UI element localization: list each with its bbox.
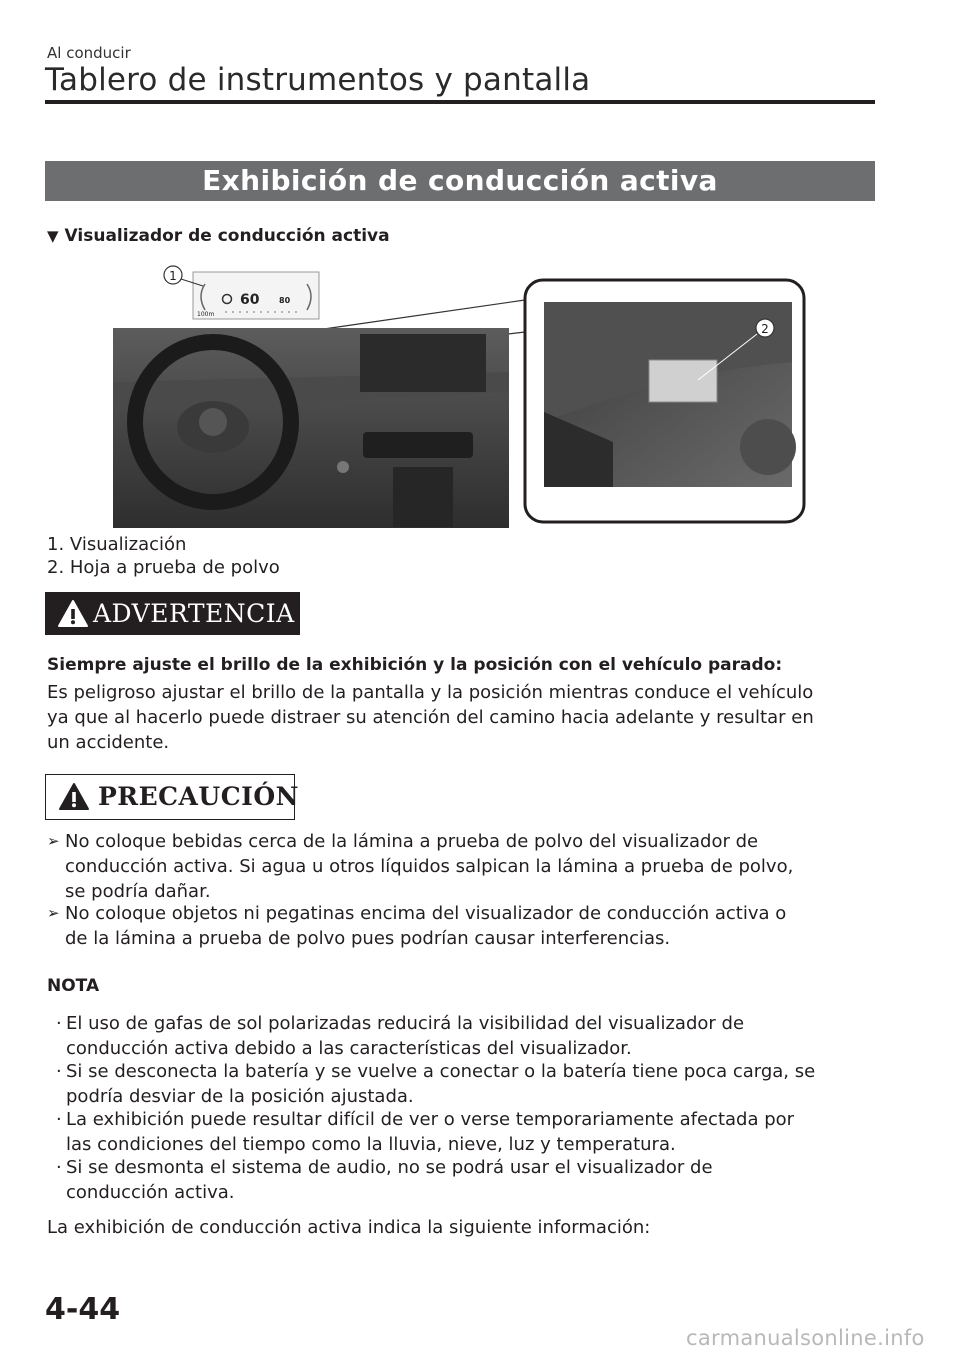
nota-item [56, 1155, 876, 1205]
caution-label [45, 774, 299, 820]
subheading-text: Visualizador de conducción activa [64, 226, 390, 246]
triangle-down-icon: ▼ [47, 227, 59, 245]
warning-line: un accidente. [47, 732, 170, 753]
closing-text: La exhibición de conducción activa indica la siguiente información: [47, 1217, 651, 1238]
dashboard-photo [113, 328, 509, 528]
nota-line: Si se desmonta el sistema de audio, no se podrá usar el visualizador de [66, 1157, 713, 1178]
caution-item [47, 829, 877, 904]
section-label: Al conducir [47, 44, 131, 62]
nota-line: El uso de gafas de sol polarizadas reducirá la visibilidad del visualizador de [66, 1013, 745, 1034]
caption-1: 1. Visualización [47, 534, 187, 555]
caution-item [47, 901, 877, 951]
nota-line: La exhibición puede resultar difícil de ver o verse temporariamente afectada por [66, 1109, 795, 1130]
section-title: Tablero de instrumentos y pantalla [45, 62, 591, 98]
hud-speed: 60 [240, 292, 260, 308]
caution-line: No coloque objetos ni pegatinas encima del visualizador de conducción activa o [65, 903, 787, 924]
nota-line: las condiciones del tiempo como la lluvia, nieve, luz y temperatura. [66, 1134, 676, 1155]
warning-triangle-icon [57, 599, 89, 628]
dot-bullet-icon: · [56, 1061, 62, 1082]
nota-line: conducción activa. [66, 1182, 235, 1203]
caution-line: se podría dañar. [65, 881, 211, 902]
nota-title: NOTA [47, 976, 100, 996]
dashboard-figure [113, 262, 807, 530]
arrow-bullet-icon: ➢ [47, 904, 60, 922]
caution-triangle-icon [58, 782, 90, 811]
hud-inset [193, 272, 319, 319]
caution-line: No coloque bebidas cerca de la lámina a prueba de polvo del visualizador de [65, 831, 759, 852]
warning-line: Es peligroso ajustar el brillo de la pantalla y la posición mientras conduce el vehículo [47, 682, 814, 703]
hud-set-speed: 80 [279, 296, 291, 305]
nota-line: conducción activa debido a las características del visualizador. [66, 1038, 632, 1059]
warning-body [47, 680, 814, 755]
nota-item [56, 1107, 876, 1157]
nota-line: Si se desconecta la batería y se vuelve a conectar o la batería tiene poca carga, se [66, 1061, 816, 1082]
caption-2: 2. Hoja a prueba de polvo [47, 557, 280, 578]
warning-label [45, 592, 300, 635]
page-title: Exhibición de conducción activa [45, 161, 875, 201]
dot-bullet-icon: · [56, 1109, 62, 1130]
nota-line: podría desviar de la posición ajustada. [66, 1086, 414, 1107]
dust-sheet-photo [525, 280, 804, 522]
caution-line: de la lámina a prueba de polvo pues podrían causar interferencias. [65, 928, 671, 949]
warning-lead: Siempre ajuste el brillo de la exhibición y la posición con el vehículo parado: [47, 655, 783, 675]
hud-distance: 100m [197, 311, 215, 318]
nota-item [56, 1059, 876, 1109]
dot-bullet-icon: · [56, 1013, 62, 1034]
subheading [47, 226, 390, 246]
nota-item [56, 1011, 876, 1061]
callout-1-label: 1 [169, 269, 177, 283]
caution-line: conducción activa. Si agua u otros líquidos salpican la lámina a prueba de polvo, [65, 856, 794, 877]
page-number: 4-44 [45, 1292, 121, 1327]
caution-label-text: PRECAUCIÓN [98, 782, 299, 811]
warning-line: ya que al hacerlo puede distraer su atención del camino hacia adelante y resultar en [47, 707, 814, 728]
arrow-bullet-icon: ➢ [47, 832, 60, 850]
dot-bullet-icon: · [56, 1157, 62, 1178]
dashboard-illustration [113, 262, 807, 530]
warning-label-text: ADVERTENCIA [93, 599, 295, 628]
watermark: carmanualsonline.info [686, 1326, 925, 1350]
callout-2-label: 2 [761, 322, 769, 336]
header-rule [45, 100, 875, 104]
